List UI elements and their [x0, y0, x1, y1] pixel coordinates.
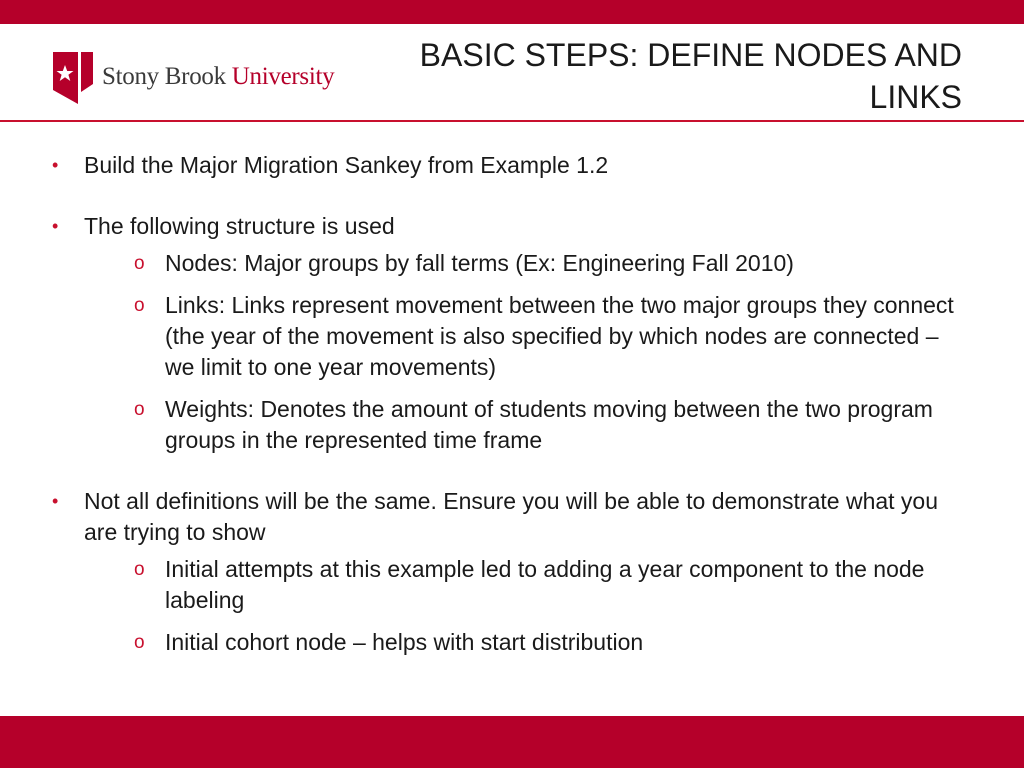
bullet-text: Not all definitions will be the same. Ensure you will be able to demonstrate what you are trying to show	[84, 488, 939, 545]
sub-bullet-item	[84, 248, 962, 279]
university-logo	[50, 48, 334, 106]
sub-bullet-text: Links: Links represent movement between the two major groups they connect (the year of the movement is also specified by which nodes are connected – we limit to one year movements)	[165, 292, 954, 380]
bottom-brand-bar	[0, 716, 1024, 768]
sub-bullet-marker: o	[134, 399, 145, 420]
sub-bullet-item	[84, 394, 962, 456]
sub-bullet-list	[84, 554, 962, 658]
bullet-text: The following structure is used	[84, 213, 395, 239]
logo-word-stony-brook: Stony Brook	[102, 63, 226, 90]
sub-bullet-text: Initial attempts at this example led to adding a year component to the node labeling	[165, 556, 925, 613]
bullet-item	[52, 486, 962, 658]
sub-bullet-list	[84, 248, 962, 456]
bullet-text: Build the Major Migration Sankey from Example 1.2	[84, 152, 609, 178]
slide-body	[52, 150, 962, 658]
sub-bullet-text: Initial cohort node – helps with start distribution	[165, 629, 644, 655]
sub-bullet-item	[84, 627, 962, 658]
sub-bullet-text: Weights: Denotes the amount of students moving between the two program groups in the represented time frame	[165, 396, 933, 453]
sub-bullet-marker: o	[134, 295, 145, 316]
bullet-marker: •	[52, 216, 59, 236]
sub-bullet-marker: o	[134, 632, 145, 653]
bullet-marker: •	[52, 155, 59, 175]
logo-wordmark	[102, 63, 334, 91]
sub-bullet-item	[84, 554, 962, 616]
top-brand-bar	[0, 0, 1024, 24]
bullet-list	[52, 150, 962, 658]
bullet-item	[52, 211, 962, 456]
sub-bullet-marker: o	[134, 559, 145, 580]
header-divider	[0, 120, 1024, 122]
logo-word-university: University	[231, 63, 335, 90]
bullet-item	[52, 150, 962, 181]
stony-brook-shield-star-icon	[50, 48, 96, 106]
sub-bullet-item	[84, 290, 962, 383]
bullet-marker: •	[52, 491, 59, 511]
sub-bullet-text: Nodes: Major groups by fall terms (Ex: Engineering Fall 2010)	[165, 250, 794, 276]
slide-title: BASIC STEPS: DEFINE NODES AND LINKS	[419, 37, 962, 115]
sub-bullet-marker: o	[134, 253, 145, 274]
